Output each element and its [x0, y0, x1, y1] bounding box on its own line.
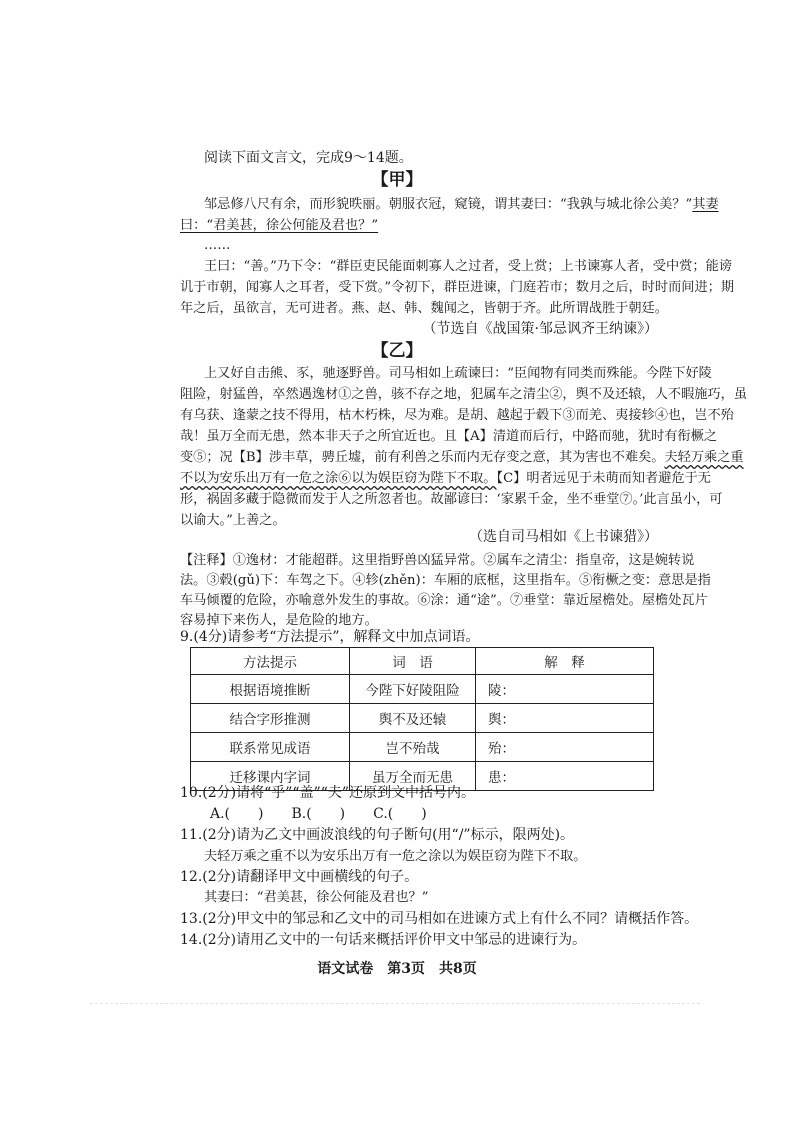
yi-wavy-start: 夫轻万乘之重 — [664, 450, 744, 465]
row-answer-label: 患： — [488, 770, 515, 786]
method-table — [190, 647, 654, 791]
yi-line-3: 有乌获、逢蒙之技不得用，枯木朽株，尽为难。是胡、越起于毂下③而羌、夷接轸④也，岂不殆 — [180, 408, 734, 423]
jia-source: （节选自《战国策·邹忌讽齐王纳谏》） — [422, 321, 658, 337]
yi-line-5 — [180, 448, 744, 468]
row-answer-cell[interactable] — [476, 762, 654, 791]
jia-line-1-text: 邹忌修八尺有余，而形貌昳丽。朝服衣冠，窥镜，谓其妻曰：“我孰与城北徐公美？” — [204, 197, 693, 212]
question-10-blanks[interactable]: A.( ) B.( ) C.( ) — [210, 806, 427, 822]
row-method: 结合字形推测 — [191, 704, 350, 733]
yi-line-2: 阻险，射猛兽，卒然遇逸材①之兽，骇不存之地，犯属车之清尘②，舆不及还辕，人不暇施巧，虽 — [180, 387, 748, 402]
row-method: 联系常见成语 — [191, 733, 350, 762]
row-answer-cell[interactable] — [476, 733, 654, 762]
row-answer-label: 陵： — [488, 683, 515, 699]
row-answer-label: 舆： — [488, 712, 515, 728]
table-row — [191, 675, 654, 704]
yi-line-8: 以谕大。”上善之。 — [180, 513, 286, 528]
jia-line-2: 曰：“君美甚，徐公何能及君也？” — [180, 218, 379, 233]
instruction: 阅读下面文言文，完成9～14题。 — [204, 150, 413, 166]
question-11: 11.(2分)请为乙文中画波浪线的句子断句(用“/”标示，限两处)。 — [180, 827, 575, 843]
note-line-3: 车马倾覆的危险，亦喻意外发生的事故。⑥涂：通“途”。⑦垂堂：靠近屋檐处。屋檐处瓦片 — [180, 593, 708, 608]
page-footer: 语文试卷 第3页 共8页 — [317, 961, 477, 977]
question-10: 10.(2分)请将“乎”“盖”“夫”还原到文中括号内。 — [180, 785, 476, 801]
row-method: 迁移课内字词 — [191, 762, 350, 791]
yi-line-1: 上又好自击熊、豕，驰逐野兽。司马相如上疏谏曰：“臣闻物有同类而殊能。今陛下好陵 — [204, 366, 712, 381]
header-phrase: 词 语 — [350, 648, 476, 675]
yi-line-7: 形，祸固多藏于隐微而发于人之所忽者也。故鄙谚曰：‘家累千金，坐不垂堂⑦。’此言虽小，可 — [180, 492, 723, 507]
scan-divider — [90, 1003, 700, 1004]
row-phrase: 舆不及还辕 — [350, 704, 476, 733]
jia-ellipsis: …… — [204, 238, 231, 253]
yi-source: （选自司马相如《上书谏猎》） — [469, 529, 658, 545]
passage-jia-title: 【甲】 — [371, 170, 423, 190]
note-line-4: 容易掉下来伤人，是危险的地方。 — [180, 613, 378, 628]
jia-line-5: 讥于市朝，闻寡人之耳者，受下赏。”令初下，群臣进谏，门庭若市；数月之后，时时而间进；期 — [180, 280, 735, 295]
note-line-2: 法。③毂(gǔ)下：车驾之下。④轸(zhěn)：车厢的底框，这里指车。⑤衔橛之变：意思是指 — [180, 573, 711, 588]
yi-line-6-text: 【C】明者远见于未萌而知者避危于无 — [496, 471, 711, 486]
row-answer-cell[interactable] — [476, 704, 654, 733]
row-answer-cell[interactable] — [476, 675, 654, 704]
passage-yi-title: 【乙】 — [371, 341, 423, 361]
table-row — [191, 704, 654, 733]
jia-line-1-underlined: 其妻 — [692, 197, 719, 212]
question-9: 9.(4分)请参考“方法提示”，解释文中加点词语。 — [180, 629, 480, 645]
question-11-sentence: 夫轻万乘之重不以为安乐出万有一危之涂以为娱臣窃为陛下不取。 — [204, 849, 587, 864]
yi-wavy-sentence: 不以为安乐出万有一危之涂⑥以为娱臣窃为陛下不取。 — [180, 471, 497, 486]
row-method: 根据语境推断 — [191, 675, 350, 704]
table-row — [191, 733, 654, 762]
jia-line-6: 年之后，虽欲言，无可进者。燕、赵、韩、魏闻之，皆朝于齐。此所谓战胜于朝廷。 — [180, 301, 668, 316]
header-answer: 解 释 — [476, 648, 654, 675]
note-line-1: 【注释】①逸材：才能超群。这里指野兽凶猛异常。②属车之清尘：指皇帝，这是婉转说 — [180, 553, 695, 568]
question-13: 13.(2分)甲文中的邹忌和乙文中的司马相如在进谏方式上有什么不同？请概括作答。 — [180, 911, 699, 927]
row-phrase: 今陛下好陵阻险 — [350, 675, 476, 704]
question-14: 14.(2分)请用乙文中的一句话来概括评价甲文中邹忌的进谏行为。 — [180, 932, 587, 948]
yi-line-6 — [180, 469, 711, 489]
jia-line-1 — [204, 195, 719, 215]
row-phrase: 虽万全而无患 — [350, 762, 476, 791]
question-12-sentence: 其妻曰：“君美甚，徐公何能及君也？” — [204, 890, 429, 905]
header-method: 方法提示 — [191, 648, 350, 675]
yi-line-5-text: 变⑤；况【B】涉丰草，骋丘墟，前有利兽之乐而内无存变之意，其为害也不难矣。 — [180, 450, 665, 465]
question-12: 12.(2分)请翻译甲文中画横线的句子。 — [180, 869, 419, 885]
row-answer-label: 殆： — [488, 741, 515, 757]
jia-line-4: 王曰：“善。”乃下令：“群臣吏民能面刺寡人之过者，受上赏；上书谏寡人者，受中赏；能谤 — [204, 259, 732, 274]
table-header-row — [191, 648, 654, 675]
row-phrase: 岂不殆哉 — [350, 733, 476, 762]
yi-line-4: 哉！虽万全而无患，然本非天子之所宜近也。且【A】清道而后行，中路而驰，犹时有衔橛之 — [180, 429, 718, 444]
